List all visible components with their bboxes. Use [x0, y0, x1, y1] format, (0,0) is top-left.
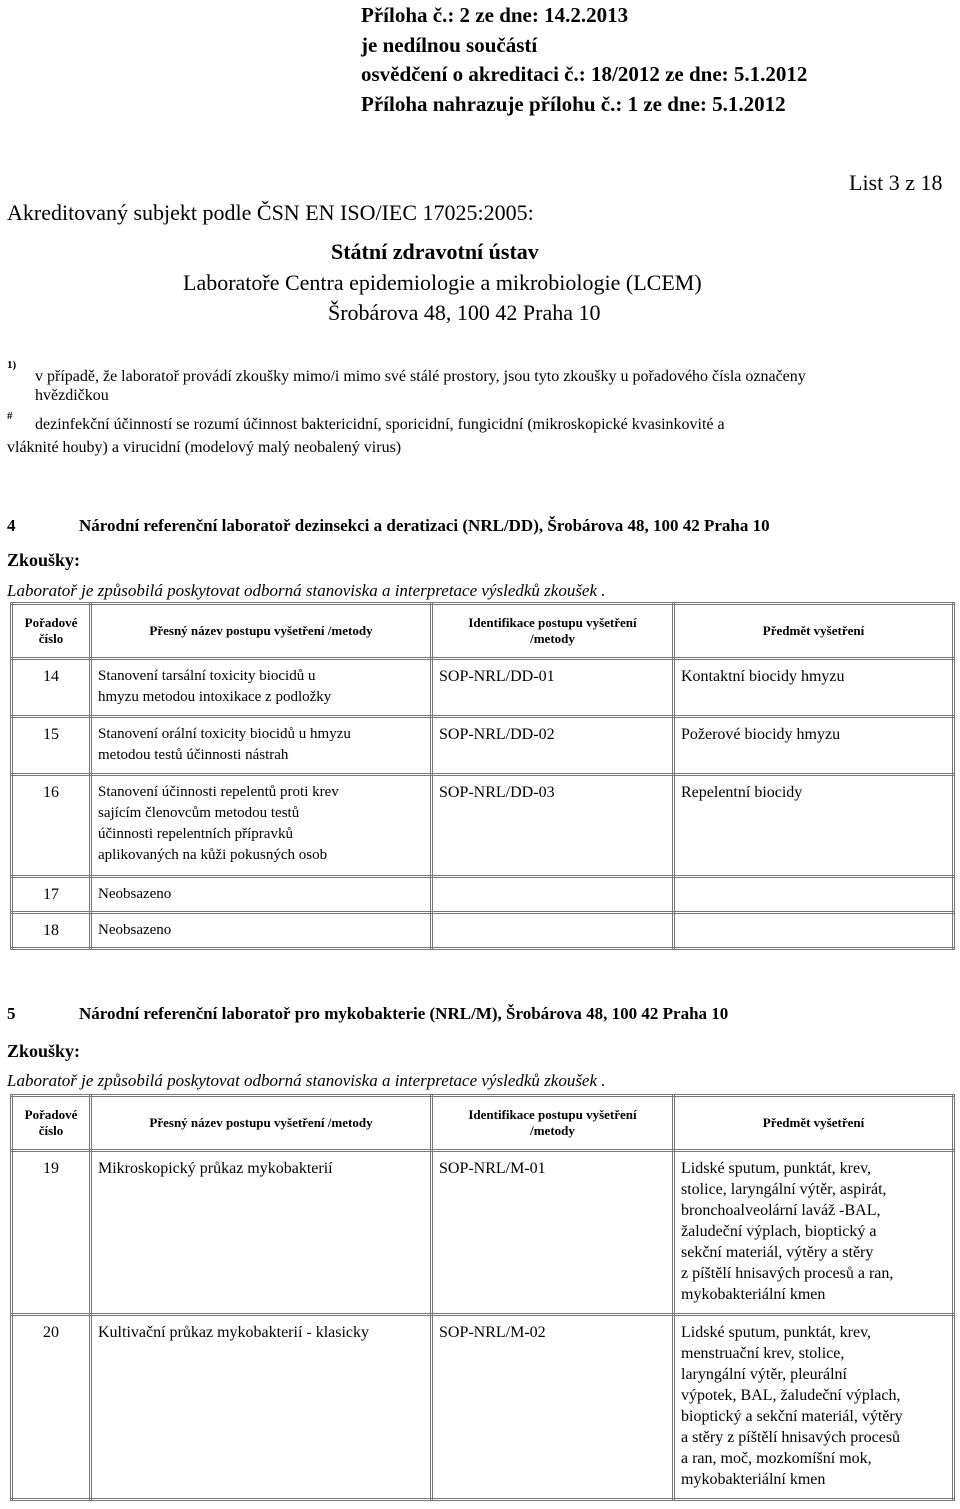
column-header-method-id: Identifikace postupu vyšetření /metody: [432, 1096, 674, 1151]
annex-certificate-ref: osvědčení o akreditaci č.: 18/2012 ze dne: 5.1.2012: [361, 62, 808, 86]
row-number: 18: [12, 913, 91, 949]
method-code: [432, 913, 674, 949]
table-header-row: [12, 604, 954, 659]
row-number: 17: [12, 877, 91, 913]
footnote-mark-hash: #: [7, 410, 13, 422]
method-name: Stanovení orální toxicity biocidů u hmyzu metodou testů účinnosti nástrah: [91, 717, 432, 775]
annex-integral-part: je nedílnou součástí: [361, 33, 538, 57]
method-name: Neobsazeno: [91, 913, 432, 949]
method-code: SOP-NRL/DD-01: [432, 659, 674, 717]
column-header-number: Pořadové číslo: [12, 1096, 91, 1151]
method-code: SOP-NRL/M-01: [432, 1151, 674, 1315]
laboratory-name: Laboratoře Centra epidemiologie a mikrobiologie (LCEM): [183, 270, 702, 295]
method-name: Mikroskopický průkaz mykobakterií: [91, 1151, 432, 1315]
section-5-tests-label: Zkoušky:: [7, 1041, 81, 1061]
footnote-mark-1: 1): [7, 359, 17, 371]
column-header-method-id: Identifikace postupu vyšetření /metody: [432, 604, 674, 659]
page-number: List 3 z 18: [849, 170, 943, 195]
test-subject: Lidské sputum, punktát, krev, menstruační krev, stolice, laryngální výtěr, pleurální výpotek, BAL, žaludeční výplach, bioptický a sekční materiál, výtěry a stěry z píštělí hnisavých procesů a ran, moč, mozkomíšní mok, mykobakteriální kmen: [674, 1315, 954, 1500]
test-subject: [674, 877, 954, 913]
section-5-number: 5: [7, 1004, 16, 1023]
table-row: [12, 877, 954, 913]
section-5-title: Národní referenční laboratoř pro mykobakterie (NRL/M), Šrobárova 48, 100 42 Praha 10: [79, 1004, 729, 1023]
row-number: 15: [12, 717, 91, 775]
section-4-title: Národní referenční laboratoř dezinsekci a deratizaci (NRL/DD), Šrobárova 48, 100 42 Praha 10: [79, 516, 770, 535]
method-name: Stanovení tarsální toxicity biocidů u hmyzu metodou intoxikace z podložky: [91, 659, 432, 717]
annex-number: Příloha č.: 2 ze dne: 14.2.2013: [361, 3, 629, 27]
row-number: 19: [12, 1151, 91, 1315]
institution-address: Šrobárova 48, 100 42 Praha 10: [328, 300, 601, 325]
row-number: 16: [12, 775, 91, 877]
section-4-number: 4: [7, 516, 16, 535]
method-code: SOP-NRL/DD-02: [432, 717, 674, 775]
footnote-1-text: v případě, že laboratoř provádí zkoušky mimo/i mimo své stálé prostory, jsou tyto zkoušky u pořadového čísla označeny: [35, 368, 806, 385]
table-row: [12, 717, 954, 775]
footnote-2-text: dezinfekční účinností se rozumí účinnost baktericidní, sporicidní, fungicidní (mikroskopické kvasinkovité a: [35, 416, 725, 433]
row-number: 14: [12, 659, 91, 717]
method-code: SOP-NRL/DD-03: [432, 775, 674, 877]
test-subject: Požerové biocidy hmyzu: [674, 717, 954, 775]
institution-name: Státní zdravotní ústav: [331, 239, 539, 264]
section-5-table: [10, 1094, 955, 1501]
method-code: SOP-NRL/M-02: [432, 1315, 674, 1500]
method-code: [432, 877, 674, 913]
section-5-competence: Laboratoř je způsobilá poskytovat odborná stanoviska a interpretace výsledků zkoušek .: [7, 1071, 606, 1090]
table-row: [12, 1151, 954, 1315]
table-row: [12, 913, 954, 949]
method-name: Kultivační průkaz mykobakterií - klasicky: [91, 1315, 432, 1500]
method-name: Stanovení účinnosti repelentů proti krev sajícím členovcům metodou testů účinnosti repelentních přípravků aplikovaných na kůži pokusných osob: [91, 775, 432, 877]
section-4-competence: Laboratoř je způsobilá poskytovat odborná stanoviska a interpretace výsledků zkoušek .: [7, 581, 606, 600]
table-row: [12, 1315, 954, 1500]
section-4-tests-label: Zkoušky:: [7, 550, 81, 570]
column-header-method-name: Přesný název postupu vyšetření /metody: [91, 604, 432, 659]
test-subject: [674, 913, 954, 949]
table-header-row: [12, 1096, 954, 1151]
test-subject: Repelentní biocidy: [674, 775, 954, 877]
accredited-subject-label: Akreditovaný subjekt podle ČSN EN ISO/IEC 17025:2005:: [7, 200, 534, 225]
column-header-subject: Předmět vyšetření: [674, 604, 954, 659]
table-row: [12, 775, 954, 877]
section-4-table: [10, 602, 955, 950]
column-header-method-name: Přesný název postupu vyšetření /metody: [91, 1096, 432, 1151]
test-subject: Lidské sputum, punktát, krev, stolice, laryngální výtěr, aspirát, bronchoalveolární laváž -BAL, žaludeční výplach, bioptický a sekční materiál, výtěry a stěry z píštělí hnisavých procesů a ran, mykobakteriální kmen: [674, 1151, 954, 1315]
method-name: Neobsazeno: [91, 877, 432, 913]
column-header-subject: Předmět vyšetření: [674, 1096, 954, 1151]
row-number: 20: [12, 1315, 91, 1500]
annex-replaces: Příloha nahrazuje přílohu č.: 1 ze dne: 5.1.2012: [361, 92, 786, 116]
footnote-1-text-cont: hvězdičkou: [35, 387, 109, 404]
table-row: [12, 659, 954, 717]
footnote-2-text-cont: vláknité houby) a virucidní (modelový malý neobalený virus): [7, 439, 402, 456]
column-header-number: Pořadové číslo: [12, 604, 91, 659]
test-subject: Kontaktní biocidy hmyzu: [674, 659, 954, 717]
